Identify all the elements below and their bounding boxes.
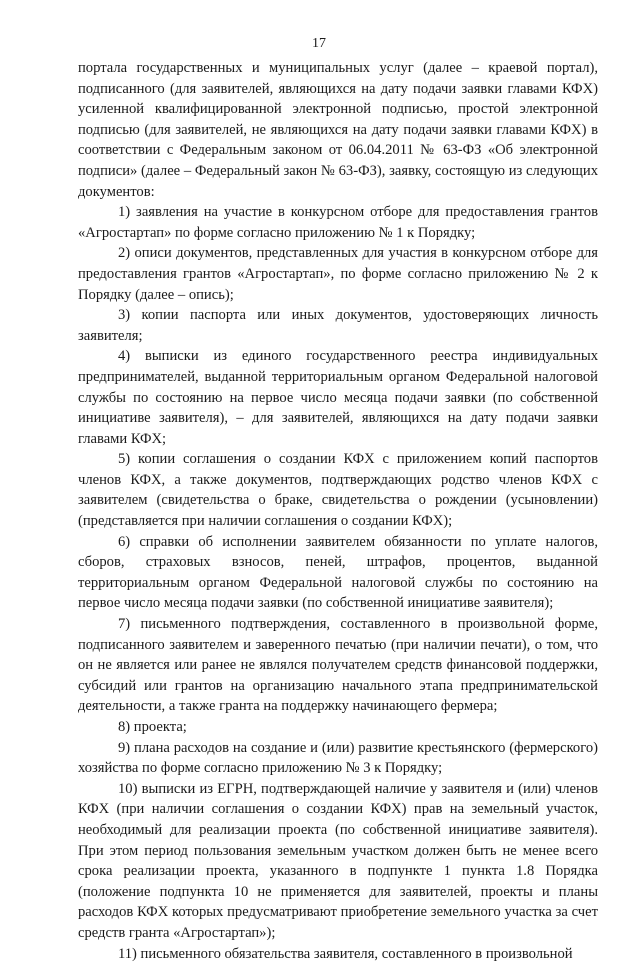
paragraph-intro: портала государственных и муниципальных услуг (далее – краевой портал), подписанного (для заявителей, являющихся на дату подачи заявки главами КФХ) усиленной квалифицированной электронной подписью, простой электронной подписью (для заявителей, не являющихся на дату подачи заявки главами КФХ) в соответствии с Федеральным законом от 06.04.2011 № 63-ФЗ «Об электронной подписи» (далее – Федеральный закон № 63-ФЗ), заявку, состоящую из следующих документов: [78,60,598,200]
list-item-11: 11) письменного обязательства заявителя, составленного в произвольной [118,945,573,962]
list-item-1: 1) заявления на участие в конкурсном отборе для предоставления грантов «Агростартап» по форме согласно приложению № 1 к Порядку; [78,204,598,241]
document-body [78,58,598,964]
list-item-2: 2) описи документов, представленных для участия в конкурсном отборе для предоставления грантов «Агростартап», по форме согласно приложению № 2 к Порядку (далее – опись); [78,245,598,303]
list-item-4: 4) выписки из единого государственного реестра индивидуальных предпринимателей, выданной территориальным органом Федеральной налоговой службы по состоянию на первое число месяца подачи заявки (по собственной инициативе заявителя), – для заявителей, являющихся на дату подачи заявки главами КФХ; [78,348,598,447]
list-item-7: 7) письменного подтверждения, составленного в произвольной форме, подписанного заявителем и заверенного печатью (при наличии печати), о том, что он не является или ранее не являлся получателем средств финансовой поддержки, субсидий или грантов на организацию начального этапа предпринимательской деятельности, а также гранта на поддержку начинающего фермера; [78,616,598,715]
list-item-5: 5) копии соглашения о создании КФХ с приложением копий паспортов членов КФХ, а также документов, подтверждающих родство членов КФХ с заявителем (свидетельства о браке, свидетельства о рождении (усыновлении) (представляется при наличии соглашения о создании КФХ); [78,451,598,530]
page-number: 17 [312,36,326,51]
list-item-6: 6) справки об исполнении заявителем обязанности по уплате налогов, сборов, страховых взносов, пеней, штрафов, процентов, выданной территориальным органом Федеральной налоговой службы по состоянию на первое число месяца подачи заявки (по собственной инициативе заявителя); [78,533,598,612]
list-item-9: 9) плана расходов на создание и (или) развитие крестьянского (фермерского) хозяйства по форме согласно приложению № 3 к Порядку; [78,739,598,777]
list-item-10: 10) выписки из ЕГРН, подтверждающей наличие у заявителя и (или) членов КФХ (при наличии соглашения о создании КФХ) прав на земельный участок, необходимый для реализации проекта (по собственной инициативе заявителя). При этом период пользования земельным участком должен быть не менее всего срока реализации проекта, указанного в подпункте 1 пункта 1.8 Порядка (положение подпункта 10 не применяется для заявителей, проекты и планы расходов КФХ которых предусматривают приобретение земельного участка за счет средств гранта «Агростартап»); [78,780,598,941]
list-item-8: 8) проекта; [118,719,187,735]
list-item-3: 3) копии паспорта или иных документов, удостоверяющих личность заявителя; [78,307,598,344]
